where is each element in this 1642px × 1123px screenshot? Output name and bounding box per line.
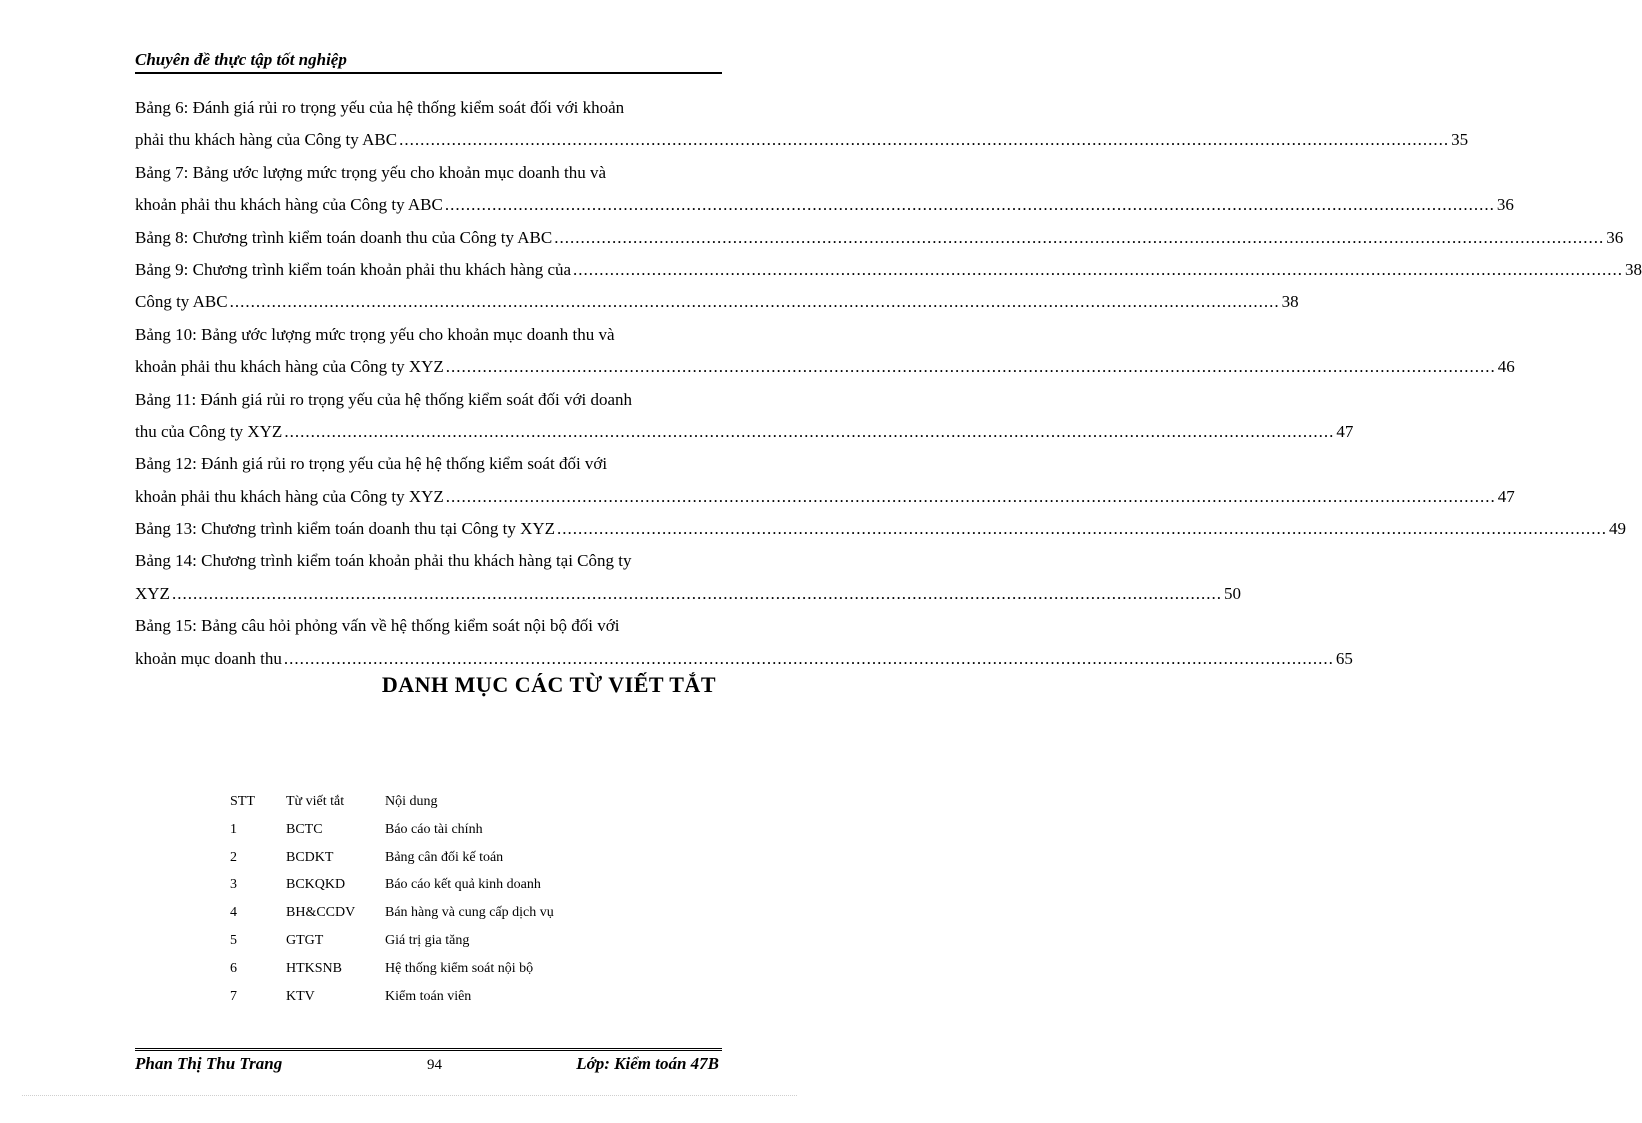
toc-entry-text: khoản phải thu khách hàng của Công ty XYZ <box>135 486 444 506</box>
toc-entry-text: khoản phải thu khách hàng của Công ty ABC <box>135 195 443 215</box>
abbreviation-table <box>230 788 630 1010</box>
cell-abbreviation: BCTC <box>286 821 323 837</box>
cell-stt: 1 <box>230 821 237 837</box>
toc-leader-dots: ........................................................................................................................................................................................................ <box>554 227 1605 247</box>
table-row <box>230 983 630 1011</box>
cell-stt: 6 <box>230 960 237 976</box>
cell-stt: 7 <box>230 988 237 1004</box>
toc-leader-dots: ........................................................................................................................................................................................................ <box>445 486 1496 506</box>
cell-content: Báo cáo kết quả kinh doanh <box>385 877 541 893</box>
table-row <box>230 899 630 927</box>
toc-entry-line <box>135 481 1515 513</box>
cell-abbreviation: BCDKT <box>286 849 334 865</box>
toc-leader-dots: ........................................................................................................................................................................................................ <box>283 648 1334 668</box>
cell-stt: 4 <box>230 905 237 921</box>
toc-page-number: 47 <box>1336 421 1354 441</box>
footer-rule <box>135 1048 722 1051</box>
toc-entry-text: Bảng 12: Đánh giá rủi ro trọng yếu của hệ hệ thống kiểm soát đối với <box>135 454 608 474</box>
toc-leader-dots: ........................................................................................................................................................................................................ <box>557 519 1608 539</box>
toc-entry-text: Công ty ABC <box>135 292 228 312</box>
toc-entry-text: thu của Công ty XYZ <box>135 421 283 441</box>
toc-page-number: 38 <box>1625 259 1642 279</box>
table-row <box>230 927 630 955</box>
toc-entry-line <box>135 254 1642 286</box>
toc-page-number: 46 <box>1497 357 1515 377</box>
toc-entry-line <box>135 416 1354 448</box>
abbreviation-table-header <box>230 788 630 816</box>
header-title: Chuyên đề thực tập tốt nghiệp <box>135 50 347 69</box>
toc-entry-line <box>135 92 715 124</box>
cell-abbreviation: BCKQKD <box>286 877 346 893</box>
toc-entry-line <box>135 222 1624 254</box>
toc-leader-dots: ........................................................................................................................................................................................................ <box>284 421 1335 441</box>
cell-abbreviation: HTKSNB <box>286 960 343 976</box>
table-row <box>230 955 630 983</box>
toc-page-number: 65 <box>1335 648 1353 668</box>
toc-entry-text: Bảng 13: Chương trình kiểm toán doanh thu tại Công ty XYZ <box>135 519 556 539</box>
toc-entry-text: khoản mục doanh thu <box>135 648 282 668</box>
column-header-stt: STT <box>230 794 255 809</box>
cell-content: Kiểm toán viên <box>385 988 472 1004</box>
toc-entry-line <box>135 319 715 351</box>
toc-entry-text: khoản phải thu khách hàng của Công ty XYZ <box>135 357 444 377</box>
toc-page-number: 36 <box>1606 227 1624 247</box>
toc-entry-line <box>135 448 715 480</box>
table-row <box>230 844 630 872</box>
cell-content: Bảng cân đối kế toán <box>385 849 504 865</box>
toc-page-number: 35 <box>1451 130 1469 150</box>
cell-content: Giá trị gia tăng <box>385 932 470 948</box>
table-of-tables <box>135 92 1642 675</box>
table-row <box>230 816 630 844</box>
toc-leader-dots: ........................................................................................................................................................................................................ <box>445 357 1496 377</box>
toc-page-number: 36 <box>1496 195 1514 215</box>
column-header-content: Nội dung <box>385 794 438 809</box>
footer-class-label: Lớp: Kiểm toán 47B <box>576 1054 719 1073</box>
toc-leader-dots: ........................................................................................................................................................................................................ <box>444 195 1495 215</box>
abbreviation-table-body <box>230 816 630 1011</box>
cell-stt: 2 <box>230 849 237 865</box>
toc-entry-line <box>135 384 715 416</box>
toc-entry-text: Bảng 9: Chương trình kiểm toán khoản phải thu khách hàng của <box>135 259 572 279</box>
toc-entry-text: Bảng 7: Bảng ước lượng mức trọng yếu cho khoản mục doanh thu và <box>135 162 607 182</box>
toc-entry-text: Bảng 6: Đánh giá rủi ro trọng yếu của hệ thống kiểm soát đối với khoản <box>135 98 625 117</box>
toc-entry-line <box>135 286 1299 318</box>
section-title: DANH MỤC CÁC TỪ VIẾT TẮT <box>381 672 716 697</box>
toc-entry-line <box>135 124 1469 156</box>
toc-entry-text: Bảng 10: Bảng ước lượng mức trọng yếu cho khoản mục doanh thu và <box>135 324 615 344</box>
toc-page-number: 49 <box>1609 519 1627 539</box>
cell-content: Bán hàng và cung cấp dịch vụ <box>385 905 554 921</box>
toc-leader-dots: ........................................................................................................................................................................................................ <box>171 583 1222 603</box>
cell-content: Báo cáo tài chính <box>385 821 483 837</box>
toc-page-number: 38 <box>1281 292 1299 312</box>
toc-entry-text: phải thu khách hàng của Công ty ABC <box>135 130 398 150</box>
footer-author: Phan Thị Thu Trang <box>135 1054 283 1073</box>
toc-entry-line <box>135 610 715 642</box>
column-header-abbreviation: Từ viết tắt <box>286 794 345 809</box>
toc-entry-line <box>135 513 1627 545</box>
cell-abbreviation: KTV <box>286 988 315 1004</box>
toc-entry-text: Bảng 14: Chương trình kiểm toán khoản phải thu khách hàng tại Công ty <box>135 551 632 571</box>
cell-stt: 5 <box>230 932 237 948</box>
toc-entry-line <box>135 157 715 189</box>
page-edge-divider <box>22 1095 797 1096</box>
cell-stt: 3 <box>230 877 237 893</box>
toc-entry-line <box>135 351 1515 383</box>
toc-entry-line <box>135 578 1241 610</box>
toc-page-number: 47 <box>1497 486 1515 506</box>
toc-leader-dots: ........................................................................................................................................................................................................ <box>399 130 1450 150</box>
page-footer <box>135 1054 722 1078</box>
table-row <box>230 871 630 899</box>
toc-entry-line <box>135 189 1514 221</box>
toc-entry-line <box>135 643 1353 675</box>
toc-entry-text: Bảng 11: Đánh giá rủi ro trọng yếu của hệ thống kiểm soát đối với doanh <box>135 389 633 409</box>
cell-abbreviation: GTGT <box>286 932 324 948</box>
footer-page-number: 94 <box>427 1057 442 1073</box>
page-header <box>135 50 722 74</box>
toc-page-number: 50 <box>1223 583 1241 603</box>
cell-content: Hệ thống kiểm soát nội bộ <box>385 960 534 976</box>
toc-leader-dots: ........................................................................................................................................................................................................ <box>229 292 1280 312</box>
toc-entry-text: Bảng 8: Chương trình kiểm toán doanh thu của Công ty ABC <box>135 227 553 247</box>
toc-entry-text: XYZ <box>135 583 170 603</box>
cell-abbreviation: BH&CCDV <box>286 905 356 921</box>
toc-entry-text: Bảng 15: Bảng câu hỏi phỏng vấn về hệ thống kiểm soát nội bộ đối với <box>135 616 620 636</box>
toc-leader-dots: ........................................................................................................................................................................................................ <box>573 259 1624 279</box>
toc-entry-line <box>135 545 715 577</box>
